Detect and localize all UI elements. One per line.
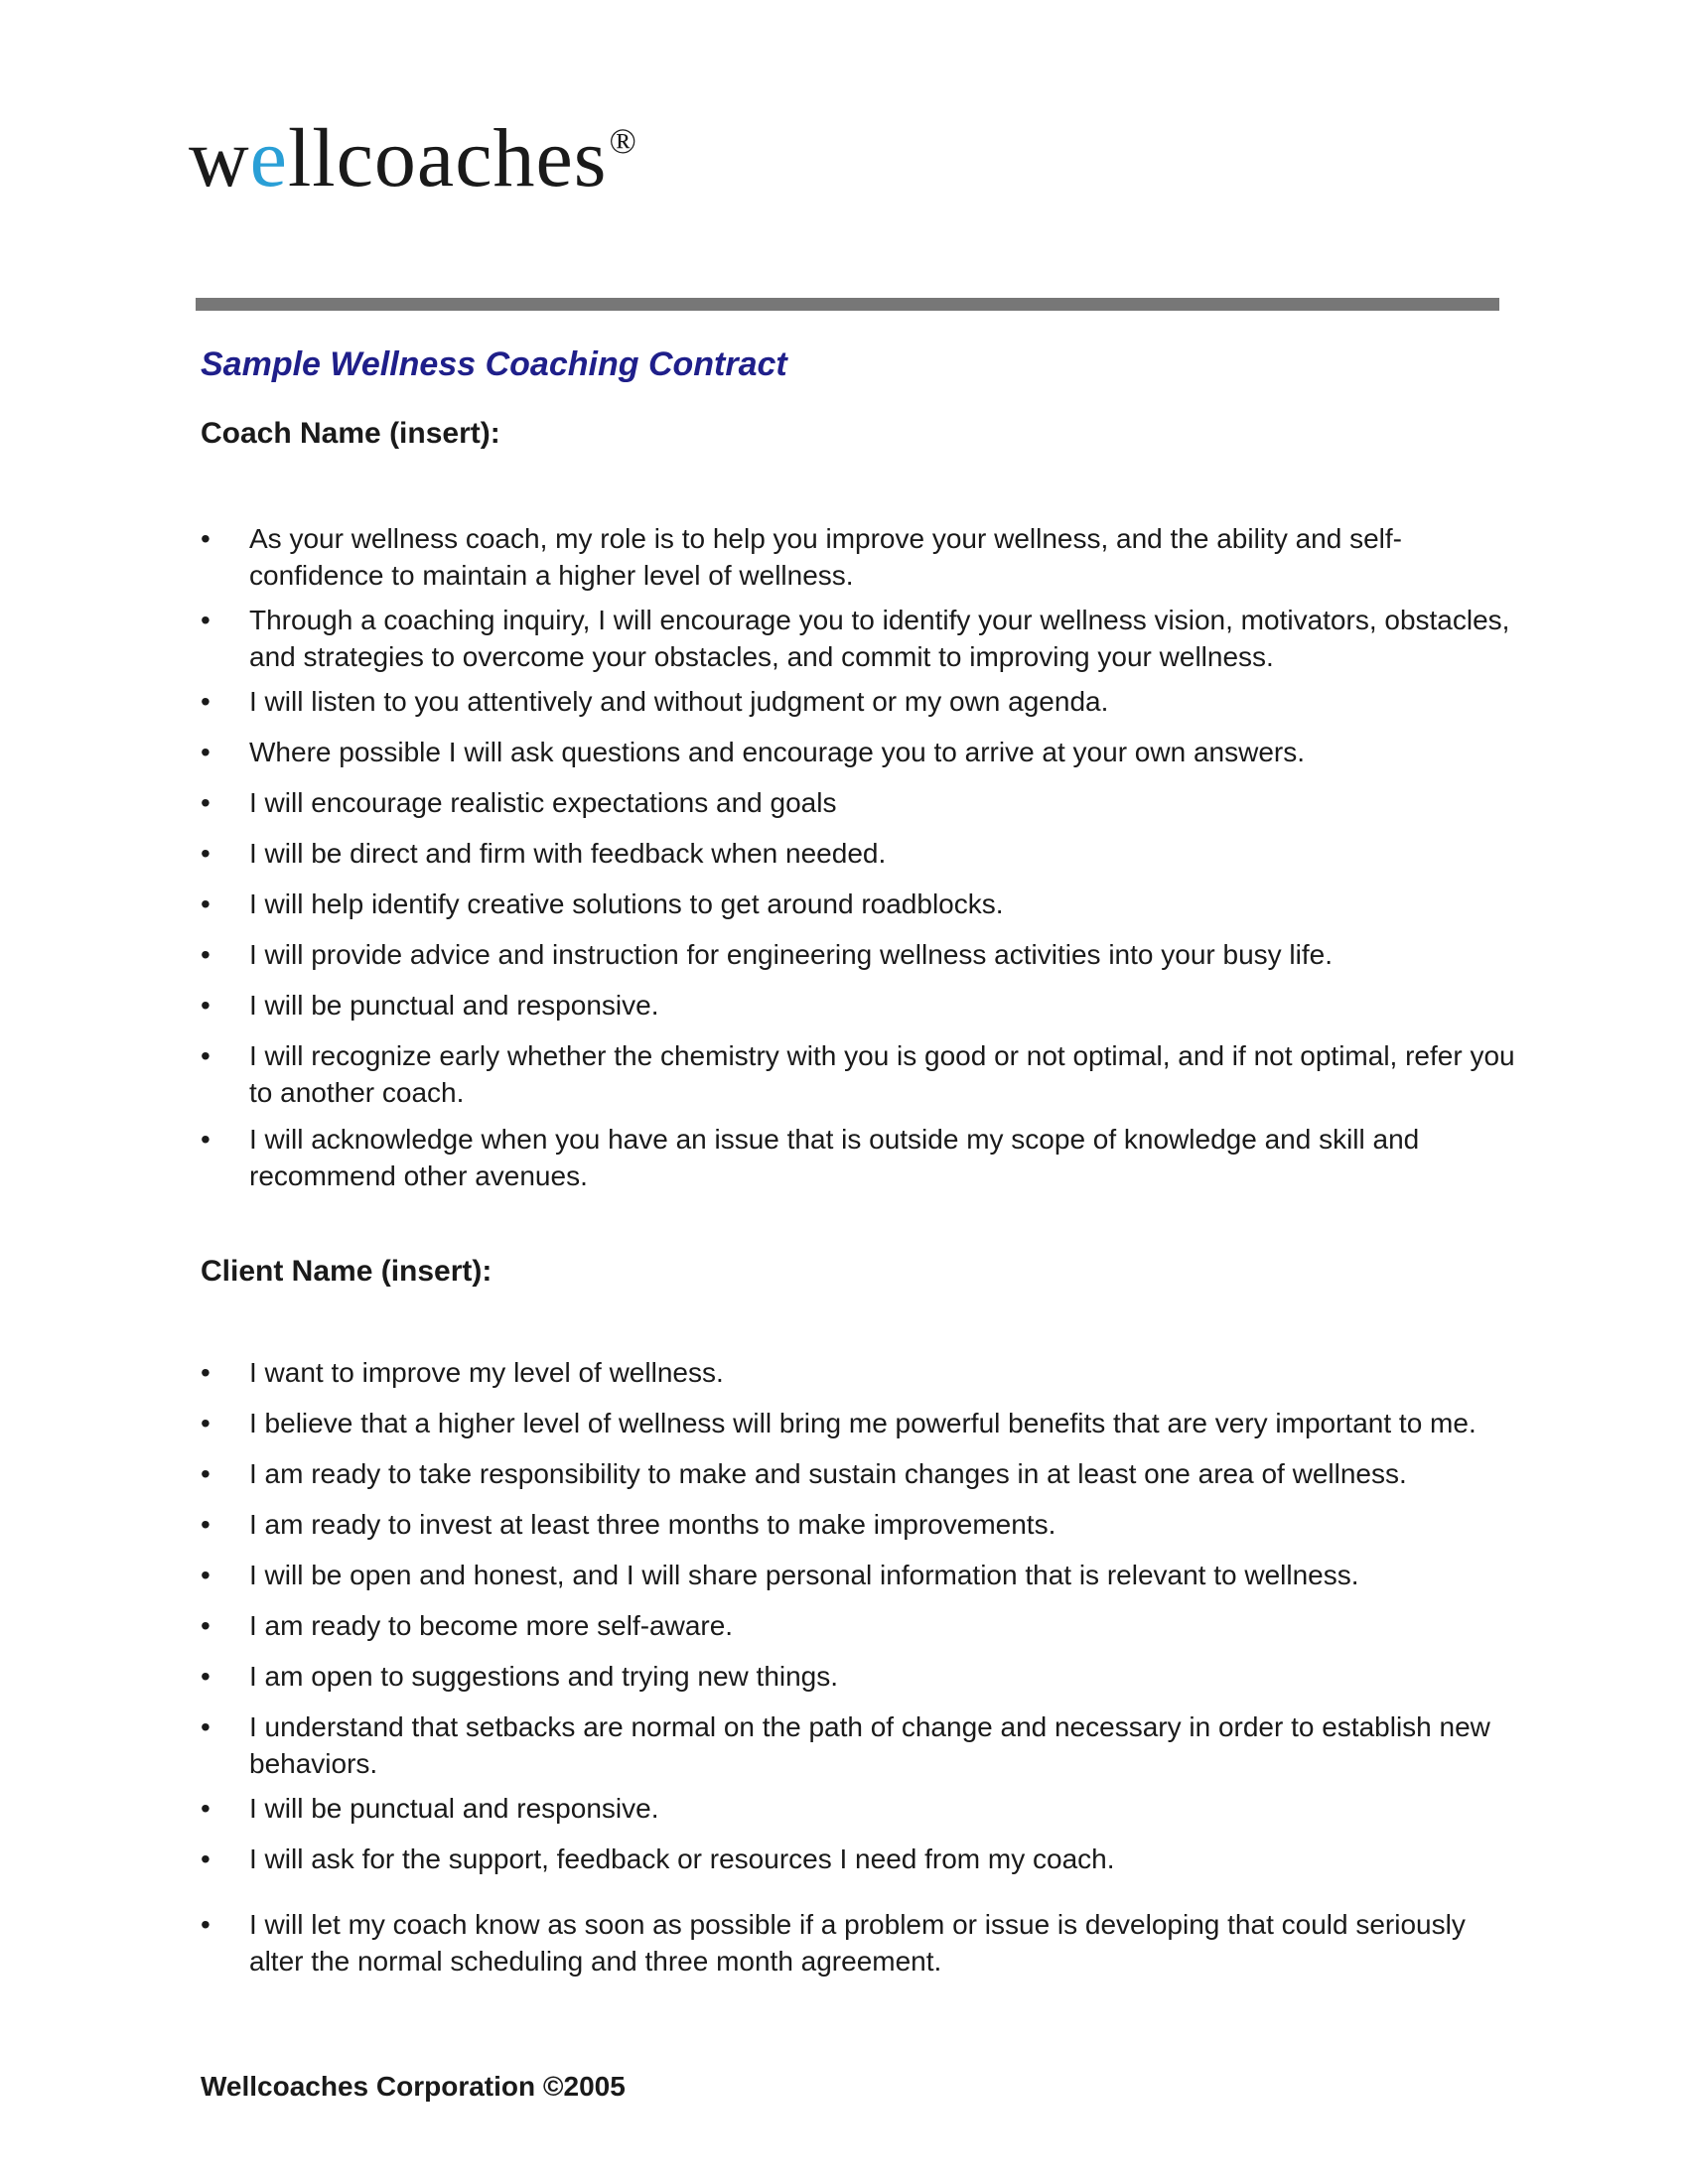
- bullet-icon: •: [201, 686, 211, 717]
- commitment-text: I am ready to invest at least three months to make improvements.: [249, 1509, 1056, 1540]
- commitment-text: I will be punctual and responsive.: [249, 990, 659, 1021]
- coach-commitment-item: [201, 683, 1521, 720]
- commitment-text: I will be direct and firm with feedback when needed.: [249, 838, 887, 869]
- bullet-icon: •: [201, 1560, 211, 1590]
- coach-commitment-item: [201, 602, 1521, 675]
- coach-commitment-item: [201, 835, 1521, 872]
- bullet-icon: •: [201, 1509, 211, 1540]
- coach-commitment-item: [201, 1037, 1521, 1111]
- bullet-icon: •: [201, 1909, 211, 1940]
- commitment-text: I will provide advice and instruction for engineering wellness activities into your busy life.: [249, 939, 1333, 970]
- footer-copyright: Wellcoaches Corporation ©2005: [201, 2071, 626, 2102]
- bullet-icon: •: [201, 787, 211, 818]
- commitment-text: Through a coaching inquiry, I will encourage you to identify your wellness vision, motivators, obstacles, and strategies to overcome your obstacles, and commit to improving your wellness.: [249, 605, 1510, 672]
- bullet-icon: •: [201, 523, 211, 554]
- bullet-icon: •: [201, 1661, 211, 1692]
- coach-commitment-item: [201, 987, 1521, 1024]
- coach-commitment-item: [201, 1121, 1521, 1194]
- bullet-icon: •: [201, 1124, 211, 1155]
- commitment-text: I will let my coach know as soon as possible if a problem or issue is developing that could seriously alter the normal scheduling and three month agreement.: [249, 1909, 1466, 1977]
- bullet-icon: •: [201, 1711, 211, 1742]
- coach-commitment-item: [201, 784, 1521, 821]
- commitment-text: I will listen to you attentively and without judgment or my own agenda.: [249, 686, 1109, 717]
- commitment-text: I believe that a higher level of wellness will bring me powerful benefits that are very important to me.: [249, 1408, 1477, 1438]
- client-commitment-item: [201, 1607, 1521, 1644]
- bullet-icon: •: [201, 1610, 211, 1641]
- bullet-icon: •: [201, 605, 211, 635]
- commitment-text: I will recognize early whether the chemistry with you is good or not optimal, and if not optimal, refer you to another coach.: [249, 1040, 1515, 1108]
- bullet-icon: •: [201, 939, 211, 970]
- bullet-icon: •: [201, 1357, 211, 1388]
- bullet-icon: •: [201, 1408, 211, 1438]
- coach-commitment-item: [201, 936, 1521, 973]
- bullet-icon: •: [201, 737, 211, 767]
- client-commitment-item: [201, 1841, 1521, 1877]
- bullet-icon: •: [201, 1793, 211, 1824]
- logo-text-end: llcoaches: [287, 112, 608, 205]
- logo-text-start: w: [189, 112, 250, 205]
- bullet-icon: •: [201, 838, 211, 869]
- commitment-text: I will be punctual and responsive.: [249, 1793, 659, 1824]
- bullet-icon: •: [201, 1458, 211, 1489]
- client-commitment-item: [201, 1405, 1521, 1441]
- bullet-icon: •: [201, 1843, 211, 1874]
- bullet-icon: •: [201, 990, 211, 1021]
- commitment-text: I want to improve my level of wellness.: [249, 1357, 724, 1388]
- document-title: Sample Wellness Coaching Contract: [201, 345, 787, 383]
- bullet-icon: •: [201, 888, 211, 919]
- client-commitment-item: [201, 1708, 1521, 1782]
- commitment-text: I am ready to take responsibility to make and sustain changes in at least one area of wellness.: [249, 1458, 1407, 1489]
- client-commitment-item: [201, 1557, 1521, 1593]
- commitment-text: I will be open and honest, and I will share personal information that is relevant to wellness.: [249, 1560, 1359, 1590]
- client-commitment-item: [201, 1455, 1521, 1492]
- commitment-text: I understand that setbacks are normal on the path of change and necessary in order to establish new behaviors.: [249, 1711, 1490, 1779]
- bullet-icon: •: [201, 1040, 211, 1071]
- commitment-text: Where possible I will ask questions and encourage you to arrive at your own answers.: [249, 737, 1305, 767]
- commitment-text: I am ready to become more self-aware.: [249, 1610, 734, 1641]
- registered-mark: ®: [609, 121, 637, 161]
- commitment-text: As your wellness coach, my role is to help you improve your wellness, and the ability and self-confidence to maintain a higher level of wellness.: [249, 523, 1402, 591]
- client-commitment-item: [201, 1506, 1521, 1543]
- logo-accent-letter: e: [249, 112, 288, 205]
- coach-commitment-item: [201, 520, 1521, 594]
- client-commitment-item: [201, 1658, 1521, 1695]
- commitment-text: I will help identify creative solutions to get around roadblocks.: [249, 888, 1004, 919]
- commitment-text: I will ask for the support, feedback or resources I need from my coach.: [249, 1843, 1115, 1874]
- commitment-text: I will acknowledge when you have an issue that is outside my scope of knowledge and skill and recommend other avenues.: [249, 1124, 1420, 1191]
- client-commitment-item: [201, 1354, 1521, 1391]
- commitment-text: I will encourage realistic expectations and goals: [249, 787, 837, 818]
- client-commitment-item: [201, 1790, 1521, 1827]
- coach-name-label: Coach Name (insert):: [201, 417, 500, 450]
- commitment-text: I am open to suggestions and trying new things.: [249, 1661, 839, 1692]
- client-name-label: Client Name (insert):: [201, 1255, 492, 1288]
- coach-commitment-item: [201, 734, 1521, 770]
- client-commitment-item: [201, 1906, 1521, 1979]
- coach-commitment-item: [201, 886, 1521, 922]
- header-divider: [196, 298, 1499, 311]
- wellcoaches-logo: [189, 112, 637, 205]
